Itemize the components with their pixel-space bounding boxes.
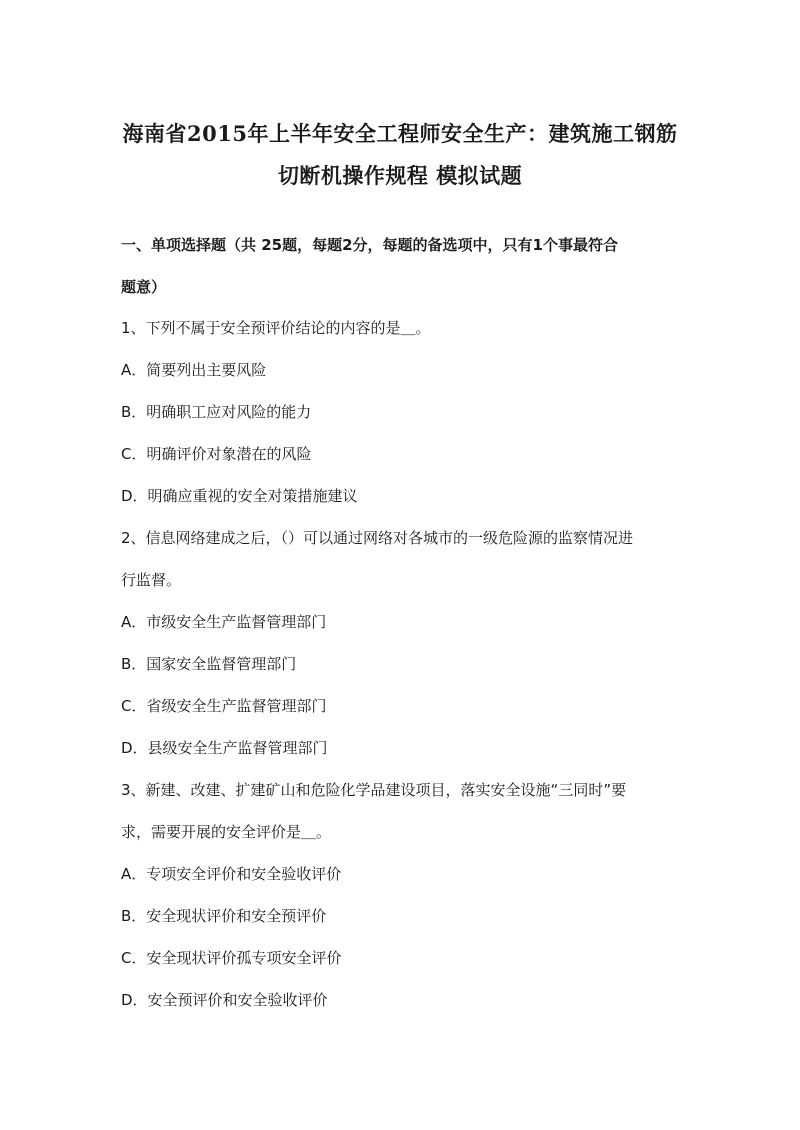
section-heading-line-2: 题意） — [121, 278, 167, 296]
question-1-option-c: C．明确评价对象潜在的风险 — [121, 445, 312, 463]
document-title-line-1: 海南省2015年上半年安全工程师安全生产：建筑施工钢筋 — [122, 121, 678, 146]
question-1-option-b: B．明确职工应对风险的能力 — [121, 403, 312, 421]
question-2-option-d: D．县级安全生产监督管理部门 — [121, 739, 328, 757]
question-2-stem-line-1: 2、信息网络建成之后，（）可以通过网络对各城市的一级危险源的监察情况进 — [121, 529, 634, 547]
question-1-option-a: A．简要列出主要风险 — [121, 361, 267, 379]
document-title-line-2: 切断机操作规程 模拟试题 — [277, 163, 523, 188]
section-heading-line-1: 一、单项选择题（共 25题，每题2分，每题的备选项中，只有1个事最符合 — [121, 236, 618, 254]
question-1-option-d: D．明确应重视的安全对策措施建议 — [121, 487, 358, 505]
question-3-stem-line-1: 3、新建、改建、扩建矿山和危险化学品建设项目，落实安全设施“三同时”要 — [121, 781, 627, 799]
question-1-stem: 1、下列不属于安全预评价结论的内容的是＿。 — [121, 319, 431, 337]
question-3-option-c: C．安全现状评价孤专项安全评价 — [121, 949, 342, 967]
question-2-option-b: B．国家安全监督管理部门 — [121, 655, 297, 673]
question-3-stem-line-2: 求，需要开展的安全评价是＿。 — [121, 823, 332, 841]
question-2-stem-line-2: 行监督。 — [121, 571, 182, 589]
question-3-option-b: B．安全现状评价和安全预评价 — [121, 907, 327, 925]
question-2-option-c: C．省级安全生产监督管理部门 — [121, 697, 327, 715]
question-2-option-a: A．市级安全生产监督管理部门 — [121, 613, 327, 631]
question-3-option-a: A．专项安全评价和安全验收评价 — [121, 865, 342, 883]
question-3-option-d: D．安全预评价和安全验收评价 — [121, 991, 328, 1009]
